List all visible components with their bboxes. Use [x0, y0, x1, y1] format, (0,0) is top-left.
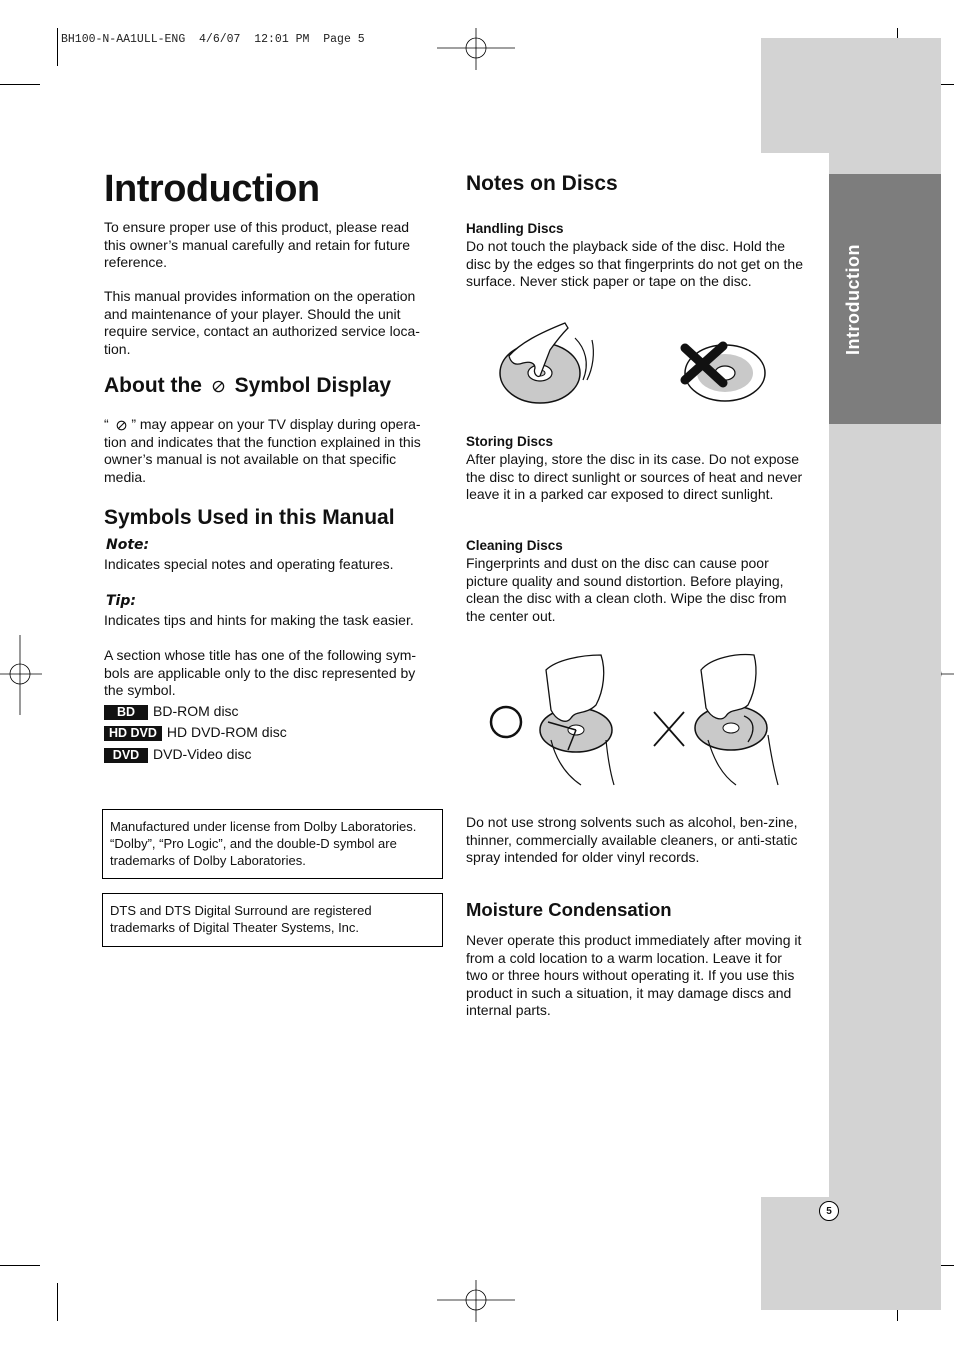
symbol-row-hddvd	[104, 724, 287, 741]
crop-mark	[0, 1265, 40, 1266]
print-slug: BH100-N-AA1ULL-ENG 4/6/07 12:01 PM Page 5	[61, 33, 365, 46]
disc-handling-illustration	[495, 318, 775, 418]
correct-wipe-disc-icon	[540, 655, 614, 785]
about-heading-text: About the	[104, 374, 202, 397]
storing-text: After playing, store the disc in its case. Do not expose the disc to direct sunlight or sources of heat and never leave it in a parked car exposed to direct sunlight.	[466, 451, 803, 502]
section-tab-label: Introduction	[843, 244, 863, 355]
page-title: Introduction	[104, 168, 320, 210]
correct-circle-icon	[491, 707, 521, 737]
symbol-label: BD-ROM disc	[153, 703, 239, 719]
quote-mark: “	[104, 416, 109, 432]
about-symbol-text	[104, 416, 436, 486]
cleaning-heading: Cleaning Discs	[466, 538, 563, 553]
symbol-label: HD DVD-ROM disc	[166, 724, 287, 740]
registration-mark-icon	[0, 635, 42, 715]
intro-paragraph: To ensure proper use of this product, please read this owner’s manual carefully and retain for future reference.	[104, 219, 411, 270]
solvents-text: Do not use strong solvents such as alcohol, ben-zine, thinner, commercially available cleaners, or anti-static spray intended for older vinyl records.	[466, 814, 798, 865]
handling-heading: Handling Discs	[466, 221, 564, 236]
symbol-row-dvd	[104, 746, 252, 763]
symbol-row-bd	[104, 703, 239, 720]
tip-text: Indicates tips and hints for making the task easier.	[104, 612, 414, 628]
note-label: Note:	[106, 537, 150, 553]
section-symbols-text: A section whose title has one of the following sym-bols are applicable only to the disc represented by the symbol.	[104, 647, 417, 698]
cleaning-text: Fingerprints and dust on the disc can cause poor picture quality and sound distortion. Before playing, clean the disc with a clean cloth. Wipe the disc from the center out.	[466, 555, 787, 624]
side-bar-top	[761, 38, 941, 153]
page-number: 5	[819, 1201, 839, 1221]
crop-mark	[57, 1283, 58, 1321]
notes-on-discs-heading: Notes on Discs	[466, 172, 618, 195]
dvd-badge: DVD	[104, 748, 148, 763]
note-text: Indicates special notes and operating features.	[104, 556, 394, 572]
crop-mark	[57, 28, 58, 66]
wrong-x-icon	[654, 712, 684, 746]
crop-mark	[0, 84, 40, 85]
storing-heading: Storing Discs	[466, 434, 554, 449]
dolby-notice-box: Manufactured under license from Dolby Laboratories. “Dolby”, “Pro Logic”, and the double-D symbol are trademarks of Dolby Laboratories.	[102, 809, 443, 879]
dts-notice-box: DTS and DTS Digital Surround are registered trademarks of Digital Theater Systems, Inc.	[102, 893, 443, 947]
intro-paragraph: This manual provides information on the operation and maintenance of your player. Should the unit require service, contact an authorized service loca-tion.	[104, 288, 420, 357]
correct-hold-disc-icon	[500, 323, 593, 403]
registration-mark-icon	[437, 1280, 517, 1322]
about-symbol-heading	[104, 374, 391, 398]
symbol-label: DVD-Video disc	[153, 746, 252, 762]
side-bar-bottom	[761, 1197, 941, 1310]
prohibited-symbol-icon	[212, 380, 225, 393]
disc-cleaning-illustration	[486, 650, 786, 790]
wrong-circular-wipe-disc-icon	[695, 655, 778, 785]
moisture-heading: Moisture Condensation	[466, 899, 672, 920]
about-symbol-body: ” may appear on your TV display during opera-tion and indicates that the function explained in this owner’s manual is not available on that specific media.	[104, 416, 421, 485]
bd-badge: BD	[104, 705, 148, 720]
wrong-touch-disc-icon	[685, 345, 765, 401]
symbols-heading: Symbols Used in this Manual	[104, 506, 395, 529]
about-heading-text: Symbol Display	[234, 374, 392, 397]
prohibited-symbol-icon	[116, 420, 127, 431]
tip-label: Tip:	[106, 593, 136, 609]
handling-text: Do not touch the playback side of the disc. Hold the disc by the edges so that fingerprints do not get on the surface. Never stick paper or tape on the disc.	[466, 238, 803, 289]
hddvd-badge: HD DVD	[104, 726, 162, 741]
moisture-text: Never operate this product immediately after moving it from a cold location to a warm location. Leave it for two or three hours without operating it. If you use this product in such a situation, it may damage discs and internal parts.	[466, 932, 802, 1018]
registration-mark-icon	[437, 28, 517, 70]
